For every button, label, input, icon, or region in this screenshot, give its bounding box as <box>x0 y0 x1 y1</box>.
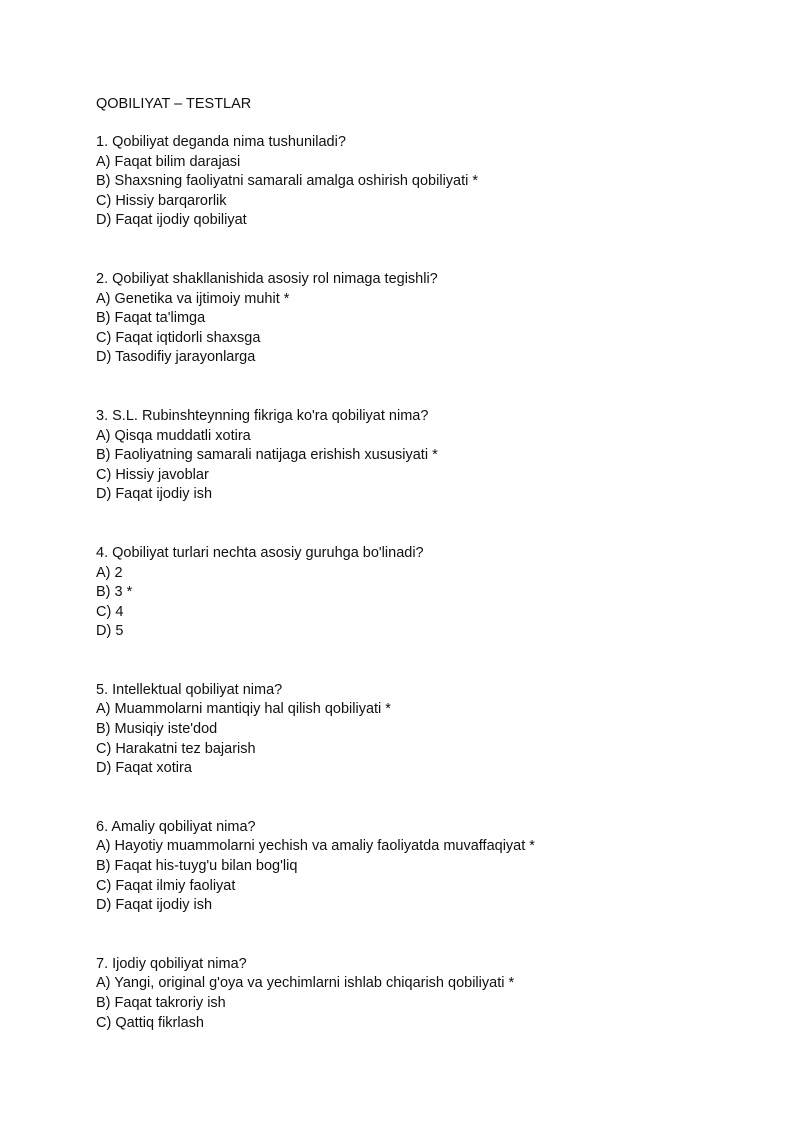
option-c: C) Hissiy javoblar <box>96 466 209 483</box>
option-c: C) Faqat iqtidorli shaxsga <box>96 329 261 346</box>
option-b: B) Faoliyatning samarali natijaga erishish xususiyati * <box>96 447 438 464</box>
question-text: 2. Qobiliyat shakllanishida asosiy rol nimaga tegishli? <box>96 270 438 287</box>
option-c: C) Qattiq fikrlash <box>96 1014 204 1031</box>
option-c: C) Harakatni tez bajarish <box>96 740 256 757</box>
option-a: A) Genetika va ijtimoiy muhit * <box>96 290 290 307</box>
option-d: D) 5 <box>96 623 124 640</box>
option-b: B) Faqat takroriy ish <box>96 995 226 1011</box>
option-c: C) 4 <box>96 603 124 620</box>
question-4 <box>96 544 756 642</box>
option-c: C) Faqat ilmiy faoliyat <box>96 877 236 894</box>
question-text: 1. Qobiliyat deganda nima tushuniladi? <box>96 134 346 150</box>
question-text: 3. S.L. Rubinshteynning fikriga ko'ra qobiliyat nima? <box>96 407 429 424</box>
document-title: QOBILIYAT – TESTLAR <box>96 96 252 112</box>
document-page <box>96 94 756 1033</box>
option-a: A) 2 <box>96 564 123 581</box>
option-a: A) Yangi, original g'oya va yechimlarni ishlab chiqarish qobiliyati * <box>96 975 515 992</box>
option-c: C) Hissiy barqarorlik <box>96 192 227 209</box>
question-3 <box>96 407 756 505</box>
question-text: 4. Qobiliyat turlari nechta asosiy guruhga bo'linadi? <box>96 544 424 561</box>
option-d: D) Faqat ijodiy ish <box>96 897 213 914</box>
option-d: D) Tasodifiy jarayonlarga <box>96 349 256 366</box>
question-7 <box>96 955 756 1033</box>
question-text: 5. Intellektual qobiliyat nima? <box>96 681 283 698</box>
option-a: A) Qisqa muddatli xotira <box>96 427 251 444</box>
option-a: A) Hayotiy muammolarni yechish va amaliy faoliyatda muvaffaqiyat * <box>96 838 535 855</box>
option-d: D) Faqat ijodiy ish <box>96 486 213 503</box>
question-6 <box>96 818 756 916</box>
question-1 <box>96 133 756 231</box>
question-2 <box>96 270 756 368</box>
option-a: A) Faqat bilim darajasi <box>96 153 241 170</box>
question-5 <box>96 681 756 779</box>
option-d: D) Faqat xotira <box>96 760 192 777</box>
option-d: D) Faqat ijodiy qobiliyat <box>96 212 247 229</box>
option-b: B) Musiqiy iste'dod <box>96 721 218 738</box>
option-b: B) 3 * <box>96 584 133 601</box>
option-b: B) Shaxsning faoliyatni samarali amalga oshirish qobiliyati * <box>96 173 479 190</box>
option-b: B) Faqat his-tuyg'u bilan bog'liq <box>96 858 298 875</box>
question-text: 6. Amaliy qobiliyat nima? <box>96 818 256 835</box>
option-b: B) Faqat ta'limga <box>96 310 206 327</box>
question-text: 7. Ijodiy qobiliyat nima? <box>96 955 247 972</box>
option-a: A) Muammolarni mantiqiy hal qilish qobiliyati * <box>96 701 391 718</box>
